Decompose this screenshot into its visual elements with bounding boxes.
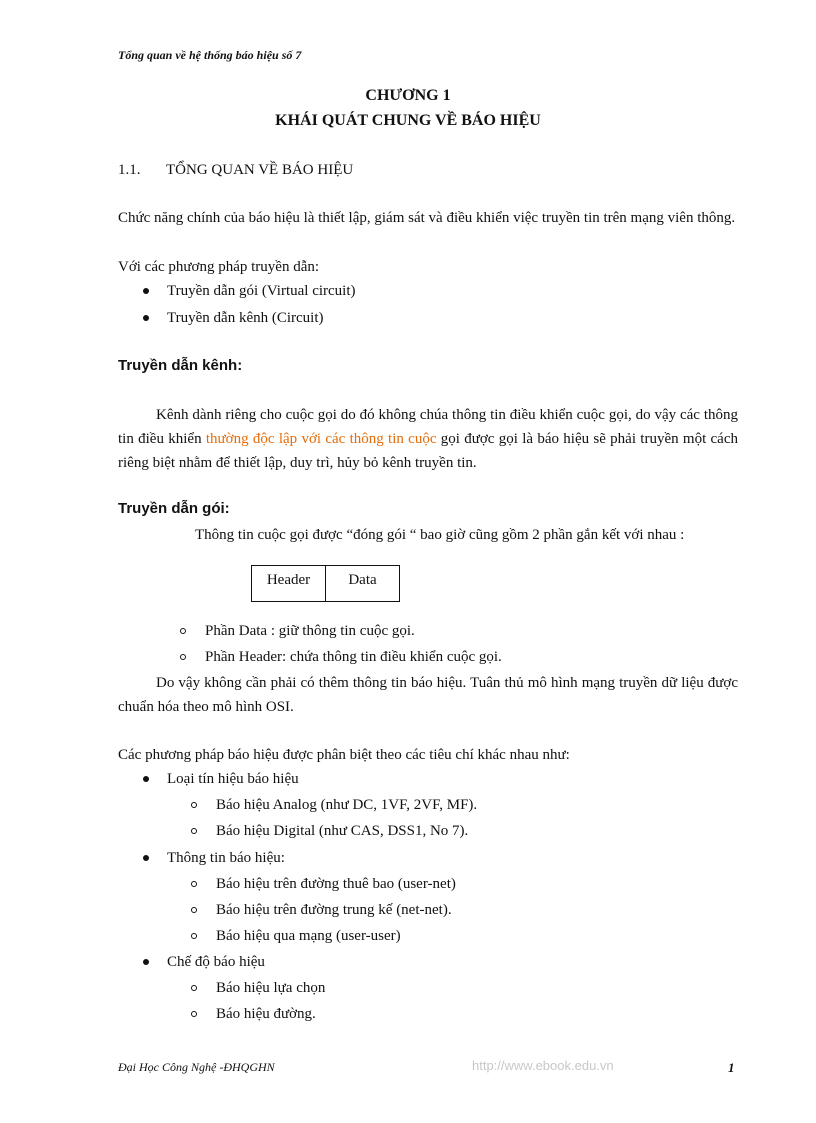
circuit-highlight: thường độc lập với các thông tin cuộc <box>205 431 437 447</box>
method-group-label: Thông tin báo hiệu: <box>167 850 285 866</box>
circle-bullet-icon <box>180 628 186 634</box>
bullet-icon <box>143 855 149 861</box>
method-item: Báo hiệu Digital (như CAS, DSS1, No 7). <box>216 823 469 839</box>
bullet-icon <box>143 959 149 965</box>
packet-item-data: Phần Data : giữ thông tin cuộc gọi. <box>205 623 415 639</box>
circle-bullet-icon <box>180 654 186 660</box>
circuit-text-b: gọi được gọi là báo hiệu sẽ phải truyền một cách riêng biệt nhằm để thiết lập, duy trì, hủy bỏ kênh truyền tin. <box>118 431 738 471</box>
method-group-label: Loại tín hiệu báo hiệu <box>167 771 299 787</box>
bullet-icon <box>143 315 149 321</box>
bullet-item-circuit: Truyền dẫn kênh (Circuit) <box>167 310 324 326</box>
chapter-title: KHÁI QUÁT CHUNG VỀ BÁO HIỆU <box>275 112 541 129</box>
method-item: Báo hiệu Analog (như DC, 1VF, 2VF, MF). <box>216 797 478 813</box>
packet-data-cell: Data <box>326 566 400 602</box>
intro-methods-label: Với các phương pháp truyền dẫn: <box>118 259 320 275</box>
method-item: Báo hiệu đường. <box>216 1006 316 1022</box>
method-item: Báo hiệu trên đường thuê bao (user-net) <box>216 876 456 892</box>
method-item: Báo hiệu trên đường trung kế (net-net). <box>216 902 452 918</box>
circle-bullet-icon <box>191 933 197 939</box>
circuit-heading: Truyền dẫn kênh: <box>118 357 243 374</box>
bullet-icon <box>143 776 149 782</box>
packet-item-header: Phần Header: chứa thông tin điều khiển cuộc gọi. <box>205 649 502 665</box>
circle-bullet-icon <box>191 985 197 991</box>
circle-bullet-icon <box>191 907 197 913</box>
running-header: Tổng quan về hệ thống báo hiệu số 7 <box>118 48 302 62</box>
packet-conclusion: Do vậy không cần phải có thêm thông tin báo hiệu. Tuân thủ mô hình mạng truyền dữ liệu được chuẩn hóa theo mô hình OSI. <box>118 675 738 715</box>
packet-structure-table <box>251 565 400 602</box>
intro-paragraph: Chức năng chính của báo hiệu là thiết lập, giám sát và điều khiển việc truyền tin trên mạng viên thông. <box>118 210 736 226</box>
packet-heading: Truyền dẫn gói: <box>118 500 230 517</box>
method-group-label: Chế độ báo hiệu <box>167 954 265 970</box>
packet-header-cell: Header <box>252 566 326 602</box>
method-item: Báo hiệu qua mạng (user-user) <box>216 928 401 944</box>
circle-bullet-icon <box>191 802 197 808</box>
section-number: 1.1. <box>118 162 141 178</box>
circuit-paragraph <box>118 403 738 475</box>
bullet-item-packet: Truyền dẫn gói (Virtual circuit) <box>167 283 356 299</box>
footer-institution: Đại Học Công Nghệ -ĐHQGHN <box>118 1060 275 1074</box>
circle-bullet-icon <box>191 828 197 834</box>
circle-bullet-icon <box>191 881 197 887</box>
circle-bullet-icon <box>191 1011 197 1017</box>
method-item: Báo hiệu lựa chọn <box>216 980 326 996</box>
section-title: TỔNG QUAN VỀ BÁO HIỆU <box>166 162 354 178</box>
methods-intro: Các phương pháp báo hiệu được phân biệt theo các tiêu chí khác nhau như: <box>118 747 570 763</box>
footer-watermark-link[interactable]: http://www.ebook.edu.vn <box>472 1058 614 1073</box>
packet-intro: Thông tin cuộc gọi được “đóng gói “ bao giờ cũng gồm 2 phần gắn kết với nhau : <box>195 527 685 543</box>
chapter-number: CHƯƠNG 1 <box>365 87 451 104</box>
bullet-icon <box>143 288 149 294</box>
circuit-text-a: Kênh dành riêng cho cuộc gọi do đó không chúa thông tin điều khiển cuộc gọi, do vậy các thông tin điều khiển <box>118 407 738 447</box>
page-number: 1 <box>728 1060 735 1075</box>
